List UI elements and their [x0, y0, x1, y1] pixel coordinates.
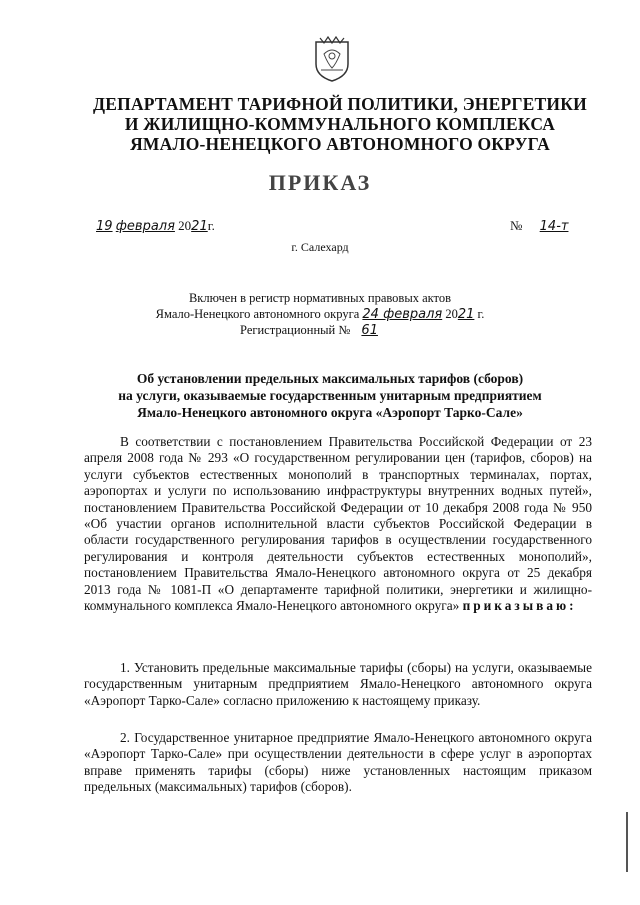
number-value: 14-т — [539, 219, 569, 234]
department-name-line-2: И ЖИЛИЩНО-КОММУНАЛЬНОГО КОМПЛЕКСА — [124, 114, 556, 134]
scan-edge-mark — [626, 812, 628, 872]
registry-year-prefix: 20 — [445, 307, 458, 321]
order-item-1: 1. Установить предельные максимальные тарифы (сборы) на услуги, оказываемые государственным унитарным предприятием Ямало-Ненецкого автономного округа «Аэропорт Тарко-Сале» согласно приложению к настоящему приказу. — [84, 660, 592, 708]
registry-g: г. — [477, 307, 485, 321]
department-name-line-3: ЯМАЛО-НЕНЕЦКОГО АВТОНОМНОГО ОКРУГА — [130, 134, 550, 154]
subject-line-2: на услуги, оказываемые государственным унитарным предприятием — [118, 388, 542, 403]
date-year-prefix: 20 — [178, 218, 192, 233]
order-subject — [60, 370, 600, 421]
preamble-text: В соответствии с постановлением Правительства Российской Федерации от 23 апреля 2008 года № 293 «О государственном регулировании цен (тарифов, сборов) на услуги субъектов естественных монополий в транспортных терминалах, портах, аэропортах и услуги по использованию инфраструктуры внутренних водных путей», постановлением Правительства Российской Федерации от 10 декабря 2008 года № 950 «Об участии органов исполнительной власти субъектов Российской Федерации в области государственного регулирования тарифов в осуществлении государственного регулирования и контроля деятельности субъектов естественных монополий», постановлением Правительства Ямало-Ненецкого автономного округа от 25 декабря 2013 года № 1081-П «О департаменте тарифной политики, энергетики и жилищно-коммунального комплекса Ямало-Ненецкого автономного округа» — [84, 434, 592, 614]
registry-year-suffix: 21 — [457, 307, 475, 322]
registry-line-3 — [80, 322, 560, 339]
order-item-2: 2. Государственное унитарное предприятие Ямало-Ненецкого автономного округа «Аэропорт Тарко-Сале» при осуществлении деятельности в сфере услуг в аэропортах вправе применять тарифы (сборы) ниже установленных настоящим приказом предельных (максимальных) тарифов (сборов). — [84, 730, 592, 795]
subject-line-3: Ямало-Ненецкого автономного округа «Аэропорт Тарко-Сале» — [137, 405, 523, 420]
city: г. Салехард — [291, 240, 349, 254]
registry-number-value: 61 — [361, 323, 378, 338]
registry-date: 24 февраля — [362, 307, 443, 322]
order-date — [96, 218, 215, 234]
order-number — [510, 218, 582, 234]
document-title: ПРИКАЗ — [268, 170, 372, 195]
registry-line-1: Включен в регистр нормативных правовых актов — [188, 291, 452, 305]
registry-number-label: Регистрационный № — [240, 323, 351, 337]
preamble-paragraph — [84, 434, 592, 614]
coat-of-arms-icon — [312, 34, 352, 82]
registry-line-2 — [80, 306, 560, 323]
date-month: февраля — [115, 219, 175, 234]
date-year-suffix: 21 — [191, 219, 208, 234]
registry-region: Ямало-Ненецкого автономного округа — [155, 307, 360, 321]
date-day: 19 — [96, 219, 113, 234]
orders-word: приказываю: — [462, 598, 577, 614]
date-g: г. — [207, 218, 215, 233]
subject-line-1: Об установлении предельных максимальных тарифов (сборов) — [136, 371, 524, 386]
department-name-line-1: ДЕПАРТАМЕНТ ТАРИФНОЙ ПОЛИТИКИ, ЭНЕРГЕТИКИ — [93, 94, 587, 114]
number-label: № — [510, 218, 523, 233]
